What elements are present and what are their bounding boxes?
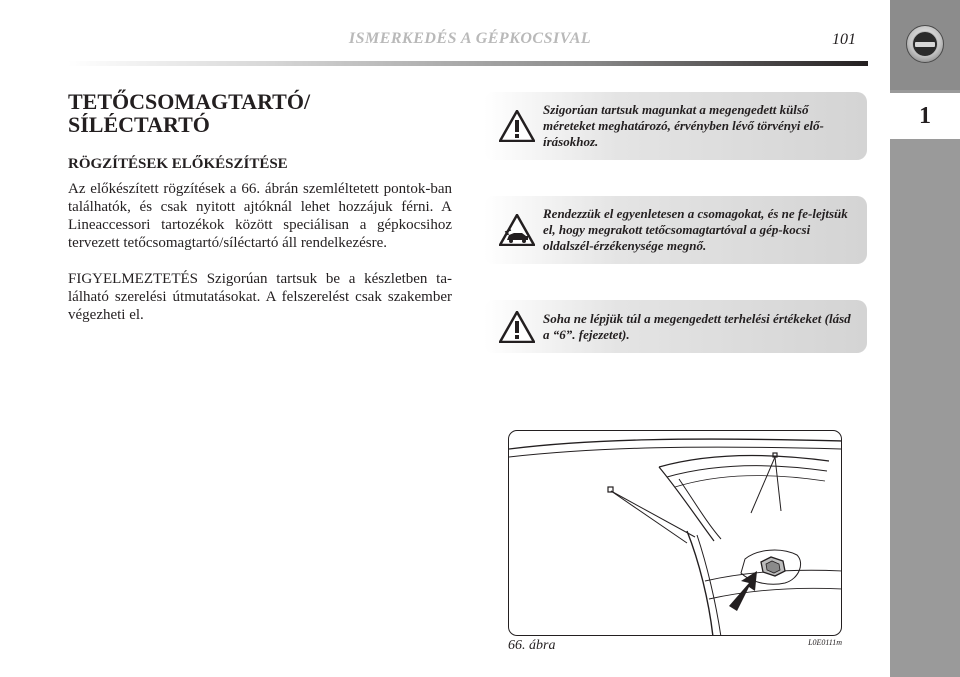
- figure-caption: 66. ábra: [508, 638, 556, 653]
- warning-text-3: Soha ne lépjük túl a megengedett terhelési értékeket (lásd a “6”. fejezetet).: [543, 310, 851, 342]
- subsection-title: RÖGZÍTÉSEK ELŐKÉSZÍTÉSE: [68, 156, 288, 172]
- section-title-line1: TETŐCSOMAGTARTÓ/: [68, 89, 311, 114]
- figure-code: L0E0111m: [808, 638, 842, 647]
- logo-band: [915, 42, 935, 47]
- warning-box-2: [484, 196, 867, 264]
- car-warning-triangle-icon: [499, 214, 535, 246]
- body-paragraph-1: Az előkészített rögzítések a 66. ábrán szemléltetett pontok-ban találhatók, és csak nyitott ajtóknál lehet hozzájuk férni. A Lineaccessori tartozékok között speciálisan a gépkocsihoz tervezett tetőcsomagtartó/síléctartó áll rendelkezésre.: [68, 181, 452, 251]
- warning-text-2: Rendezzük el egyenletesen a csomagokat, és ne fe-lejtsük el, hogy megrakott tetőcsomagtartóval a gép-kocsi oldalszél-érzékenysége megnő.: [543, 206, 848, 253]
- warning-box-3: [484, 300, 867, 353]
- page-number: 101: [832, 31, 856, 48]
- body-paragraph-2: FIGYELMEZTETÉS Szigorúan tartsuk be a készletben ta-lálható szerelési útmutatásokat. A felszerelést csak szakember végezheti el.: [68, 271, 452, 323]
- warning-text-1: Szigorúan tartsuk magunkat a megengedett külső méreteket meghatározó, érvényben lévő törvényi elő-írásokhoz.: [543, 102, 824, 149]
- section-title: [68, 90, 448, 136]
- header-rule: [68, 61, 868, 66]
- chapter-tab[interactable]: 1: [890, 93, 960, 139]
- lancia-logo-icon: [906, 25, 944, 63]
- logo-inner-shield: [912, 31, 938, 57]
- warning-triangle-icon: [499, 311, 535, 343]
- warning-box-1: [484, 92, 867, 160]
- section-title-line2: SÍLÉCTARTÓ: [68, 112, 210, 137]
- figure-66-roof-rack-attachment: [508, 430, 842, 636]
- roof-attachment-illustration: [509, 431, 842, 636]
- warning-triangle-icon: [499, 110, 535, 142]
- running-header-title: ISMERKEDÉS A GÉPKOCSIVAL: [348, 30, 592, 47]
